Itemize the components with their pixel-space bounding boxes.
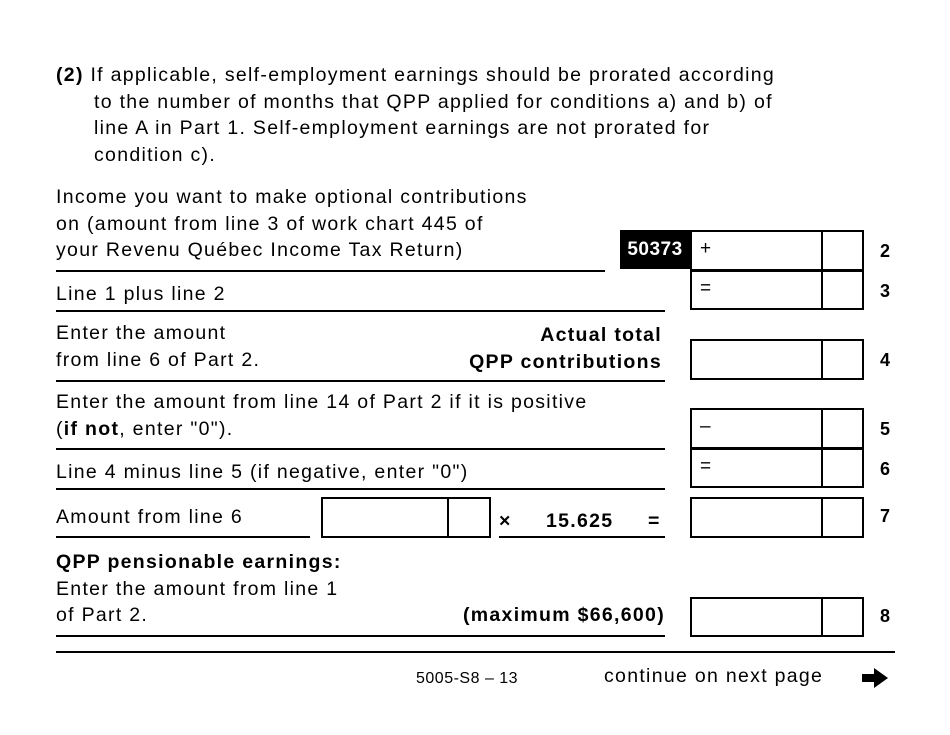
line-number-6: 6 <box>880 459 891 479</box>
line-number-2: 2 <box>880 241 891 261</box>
line-number-4: 4 <box>880 350 891 370</box>
note-number: (2) <box>56 64 84 86</box>
note-line-1: If applicable, self-employment earnings should be prorated according <box>90 64 776 86</box>
line-8-heading: QPP pensionable earnings: <box>56 551 342 573</box>
line-8-description: QPP pensionable earnings: Enter the amount from line 1 of Part 2. <box>56 551 342 626</box>
note-line-3: line A in Part 1. Self-employment earnings are not prorated for <box>94 117 711 139</box>
note-paragraph <box>56 62 775 168</box>
line-7-description: Amount from line 6 <box>56 506 244 528</box>
line-7-input-field[interactable] <box>321 497 491 538</box>
plus-sign: + <box>700 238 712 259</box>
line-7-rule <box>56 536 310 538</box>
line-2-description: Income you want to make optional contributions on (amount from line 3 of work chart 445 of your Revenu Québec Income Tax Return) <box>56 186 528 261</box>
equals-sign: = <box>700 456 712 477</box>
line-3-rule <box>56 310 665 312</box>
line-4-rule <box>56 380 665 382</box>
line-2-amount-field[interactable] <box>690 230 864 271</box>
continue-text: continue on next page <box>604 665 824 687</box>
line-number-7: 7 <box>880 506 891 526</box>
minus-sign: – <box>700 416 711 437</box>
line-3-amount-field[interactable] <box>690 270 864 310</box>
equals-sign: = <box>700 278 712 299</box>
line-6-rule <box>56 488 665 490</box>
line-5-amount-field[interactable] <box>690 408 864 449</box>
line-4-description: Enter the amount from line 6 of Part 2. <box>56 322 261 371</box>
line-number-5: 5 <box>880 419 891 439</box>
line-5-description: Enter the amount from line 14 of Part 2 if it is positive (if not, enter "0"). <box>56 391 588 440</box>
line-3-description: Line 1 plus line 2 <box>56 283 226 305</box>
line-6-amount-field[interactable] <box>690 448 864 488</box>
line-7-factor: 15.625 <box>546 510 614 532</box>
footer-rule <box>56 651 895 653</box>
line-7-factor-rule <box>499 536 665 538</box>
arrow-right-icon <box>860 666 890 690</box>
line-6-description: Line 4 minus line 5 (if negative, enter "0") <box>56 461 469 483</box>
line-number-3: 3 <box>880 281 891 301</box>
line-4-label: Actual total QPP contributions <box>469 324 662 373</box>
line-8-amount-field[interactable] <box>690 597 864 637</box>
line-8-rule <box>56 635 665 637</box>
equals-sign: = <box>648 510 661 532</box>
line-7-amount-field[interactable] <box>690 497 864 538</box>
line-8-maximum: (maximum $66,600) <box>462 604 665 626</box>
line-2-rule <box>56 270 605 272</box>
note-line-4: condition c). <box>94 143 217 166</box>
line-code-badge: 50373 <box>620 230 690 269</box>
line-number-8: 8 <box>880 606 891 626</box>
line-4-amount-field[interactable] <box>690 339 864 380</box>
line-5-rule <box>56 448 665 450</box>
multiply-sign: × <box>499 510 512 532</box>
note-line-2: to the number of months that QPP applied for conditions a) and b) of <box>94 90 773 113</box>
page-code: 5005-S8 – 13 <box>416 670 519 687</box>
